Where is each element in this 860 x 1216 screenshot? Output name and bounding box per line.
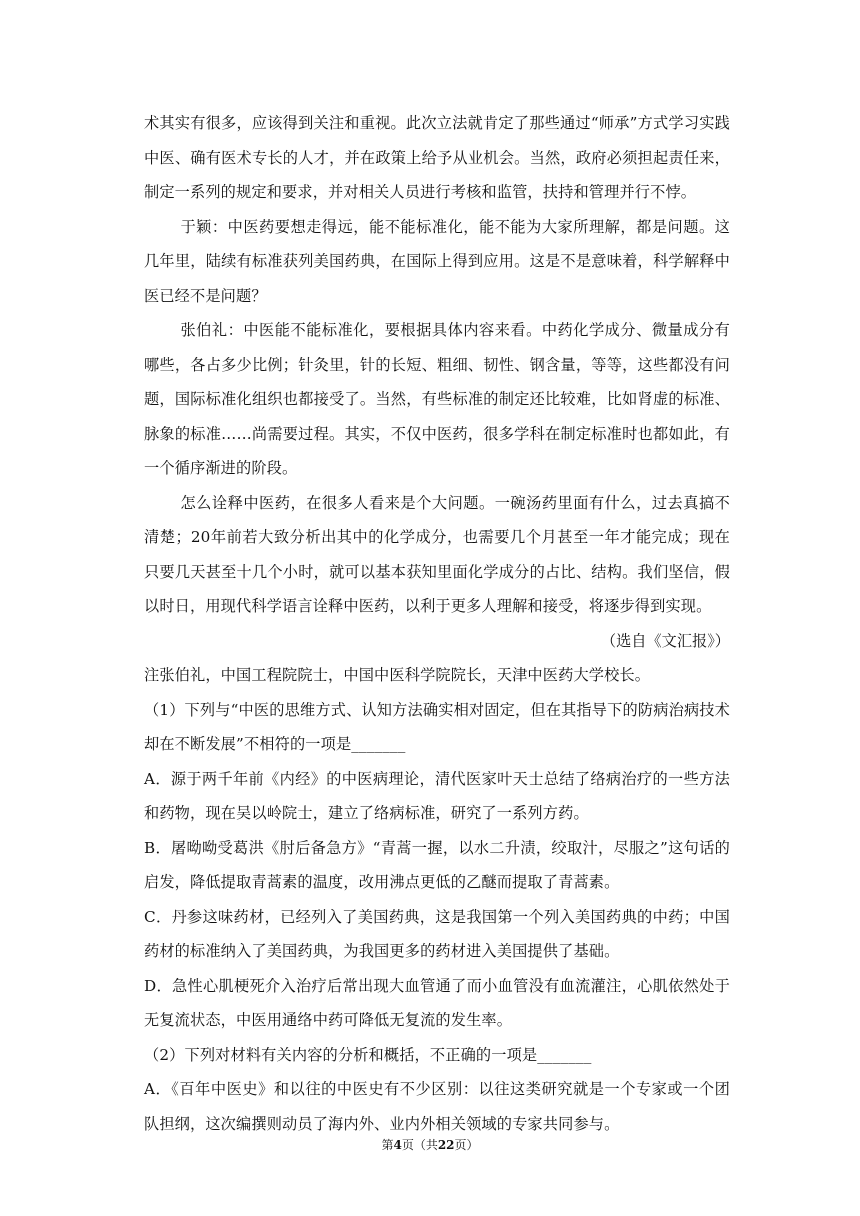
- footer-middle: 页（共: [401, 1138, 438, 1152]
- footer-total-pages: 22: [437, 1138, 455, 1152]
- question-2-option-a: A．《百年中医史》和以往的中医史有不少区别：以往这类研究就是一个专家或一个团队担纲，这次编撰则动员了海内外、业内外相关领域的专家共同参与。: [144, 1080, 730, 1133]
- source-citation: （选自《文汇报》）: [600, 631, 730, 650]
- page-footer: [0, 1137, 860, 1153]
- question-1-option-d: D．急性心肌梗死介入治疗后常出现大血管通了而小血管没有血流灌注，心肌依然处于无复流状态，中医用通络中药可降低无复流的发生率。: [144, 976, 730, 1029]
- question-1-stem: （1）下列与“中医的思维方式、认知方法确实相对固定，但在其指导下的防病治病技术却在不断发展”不相符的一项是_______: [144, 700, 730, 753]
- question-1-option-a: A．源于两千年前《内经》的中医病理论，清代医家叶天士总结了络病治疗的一些方法和药物，现在吴以岭院士，建立了络病标准，研究了一系列方药。: [144, 769, 730, 822]
- question-1-option-c: C．丹参这味药材，已经列入了美国药典，这是我国第一个列入美国药典的中药；中国药材的标准纳入了美国药典，为我国更多的药材进入美国提供了基础。: [144, 907, 730, 960]
- footer-suffix: 页）: [454, 1138, 479, 1152]
- footer-prefix: 第: [381, 1138, 394, 1152]
- question-1-option-b: B．屠呦呦受葛洪《肘后备急方》“青蒿一握，以水二升渍，绞取汁，尽服之”这句话的启发，降低提取青蒿素的温度，改用沸点更低的乙醚而提取了青蒿素。: [144, 838, 730, 891]
- document-body: [144, 106, 730, 1141]
- question-2-stem: （2）下列对材料有关内容的分析和概括，不正确的一项是_______: [144, 1045, 592, 1064]
- paragraph-interpretation: 怎么诠释中医药，在很多人看来是个大问题。一碗汤药里面有什么，过去真搞不清楚；20年前若大致分析出其中的化学成分，也需要几个月甚至一年才能完成；现在只要几天甚至十几个小时，就可以基本获知里面化学成分的占比、结构。我们坚信，假以时日，用现代科学语言诠释中医药，以利于更多人理解和接受，将逐步得到实现。: [144, 493, 730, 615]
- author-note: 注张伯礼，中国工程院院士，中国中医科学院院长，天津中医药大学校长。: [144, 666, 651, 684]
- paragraph-continuation: 术其实有很多，应该得到关注和重视。此次立法就肯定了那些通过“师承”方式学习实践中医、确有医术专长的人才，并在政策上给予从业机会。当然，政府必须担起责任来，制定一系列的规定和要求，并对相关人员进行考核和监管，扶持和管理并行不悖。: [144, 114, 730, 201]
- paragraph-yu-ying-question: 于颖：中医药要想走得远，能不能标准化，能不能为大家所理解，都是问题。这几年里，陆续有标准获列美国药典，在国际上得到应用。这是不是意味着，科学解释中医已经不是问题？: [144, 217, 730, 305]
- footer-page-number: 4: [393, 1138, 402, 1152]
- paragraph-zhang-boli-answer: 张伯礼：中医能不能标准化，要根据具体内容来看。中药化学成分、微量成分有哪些，各占多少比例；针灸里，针的长短、粗细、韧性、钢含量，等等，这些都没有问题，国际标准化组织也都接受了。当然，有些标准的制定还比较难，比如肾虚的标准、脉象的标准……尚需要过程。其实，不仅中医药，很多学科在制定标准时也都如此，有一个循序渐进的阶段。: [144, 321, 730, 477]
